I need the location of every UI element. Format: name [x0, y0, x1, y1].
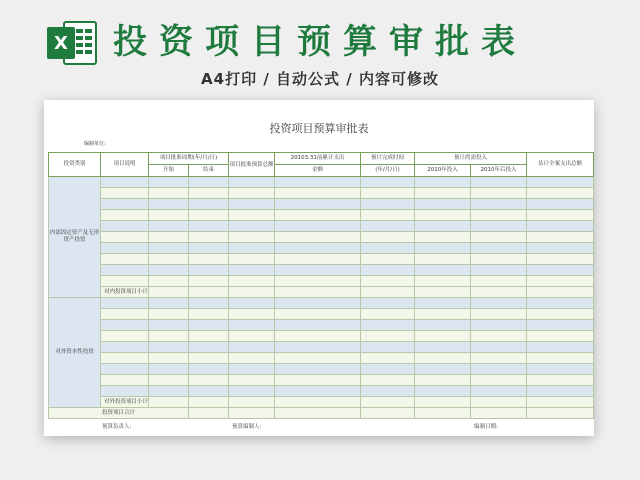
table-row — [49, 386, 594, 397]
table-cell[interactable] — [229, 177, 275, 188]
table-cell[interactable] — [415, 199, 471, 210]
table-cell[interactable] — [101, 243, 149, 254]
table-cell[interactable] — [415, 298, 471, 309]
table-cell[interactable] — [189, 287, 229, 298]
col-category: 投资类别 — [49, 153, 101, 177]
table-row — [49, 276, 594, 287]
excel-logo-icon — [46, 20, 98, 66]
table-cell[interactable] — [415, 342, 471, 353]
table-cell[interactable] — [361, 265, 415, 276]
table-cell[interactable] — [229, 210, 275, 221]
col-amount: 金额 — [275, 165, 361, 177]
table-row — [49, 177, 594, 188]
table-cell[interactable] — [527, 177, 594, 188]
table-cell[interactable] — [527, 320, 594, 331]
sheet-title: 投资项目预算审批表 — [269, 122, 369, 135]
table-cell[interactable] — [101, 375, 149, 386]
table-cell[interactable] — [189, 210, 229, 221]
table-cell[interactable] — [189, 320, 229, 331]
table-row — [49, 265, 594, 276]
table-cell[interactable] — [471, 287, 527, 298]
col-period: 项目批准周期(年/月/日) — [149, 153, 229, 165]
table-cell[interactable] — [361, 320, 415, 331]
table-cell[interactable] — [415, 331, 471, 342]
table-cell[interactable] — [275, 342, 361, 353]
table-cell[interactable] — [527, 210, 594, 221]
table-cell[interactable] — [149, 342, 189, 353]
table-cell[interactable] — [275, 331, 361, 342]
table-cell[interactable] — [229, 353, 275, 364]
table-row — [49, 232, 594, 243]
table-cell[interactable] — [527, 408, 594, 419]
table-cell[interactable] — [189, 386, 229, 397]
table-cell[interactable] — [229, 232, 275, 243]
table-cell[interactable] — [189, 364, 229, 375]
table-cell[interactable] — [471, 243, 527, 254]
table-cell[interactable] — [527, 353, 594, 364]
table-cell[interactable] — [189, 342, 229, 353]
table-cell[interactable] — [361, 386, 415, 397]
table-cell[interactable] — [149, 364, 189, 375]
table-cell[interactable] — [149, 221, 189, 232]
table-cell[interactable] — [275, 177, 361, 188]
table-cell[interactable] — [149, 276, 189, 287]
table-cell[interactable] — [149, 265, 189, 276]
table-cell[interactable] — [189, 265, 229, 276]
table-cell[interactable] — [527, 342, 594, 353]
header-row-1 — [49, 153, 594, 165]
table-cell[interactable] — [361, 177, 415, 188]
table-row — [49, 243, 594, 254]
table-cell[interactable] — [149, 254, 189, 265]
table-cell[interactable] — [527, 375, 594, 386]
table-cell[interactable] — [527, 265, 594, 276]
table-cell[interactable] — [527, 386, 594, 397]
table-cell[interactable] — [189, 298, 229, 309]
table-cell[interactable] — [101, 232, 149, 243]
table-row — [49, 199, 594, 210]
table-cell[interactable] — [361, 287, 415, 298]
grand-total-row — [49, 408, 594, 419]
table-cell[interactable] — [275, 232, 361, 243]
table-cell[interactable] — [361, 397, 415, 408]
table-cell[interactable] — [527, 276, 594, 287]
table-cell[interactable] — [275, 320, 361, 331]
table-row — [49, 375, 594, 386]
table-cell[interactable] — [471, 221, 527, 232]
table-cell[interactable] — [101, 386, 149, 397]
table-cell[interactable] — [189, 243, 229, 254]
spreadsheet-preview — [44, 100, 594, 436]
table-cell[interactable] — [275, 375, 361, 386]
table-cell[interactable] — [189, 408, 229, 419]
table-cell[interactable] — [101, 210, 149, 221]
table-cell[interactable] — [361, 353, 415, 364]
table-cell[interactable] — [361, 232, 415, 243]
table-cell[interactable] — [471, 177, 527, 188]
col-completion-unit: (年/月/日) — [361, 165, 415, 177]
table-cell[interactable] — [471, 254, 527, 265]
table-cell[interactable] — [471, 408, 527, 419]
table-cell[interactable] — [101, 353, 149, 364]
table-cell[interactable] — [415, 276, 471, 287]
table-cell[interactable] — [275, 210, 361, 221]
table-cell[interactable] — [229, 320, 275, 331]
table-cell[interactable] — [361, 276, 415, 287]
table-cell[interactable] — [229, 331, 275, 342]
table-cell[interactable] — [415, 287, 471, 298]
table-cell[interactable] — [189, 232, 229, 243]
table-cell[interactable] — [229, 375, 275, 386]
table-cell[interactable] — [471, 298, 527, 309]
table-cell[interactable] — [101, 199, 149, 210]
table-cell[interactable] — [229, 254, 275, 265]
table-cell[interactable] — [229, 298, 275, 309]
table-cell[interactable] — [189, 254, 229, 265]
table-cell[interactable] — [229, 199, 275, 210]
table-cell[interactable] — [189, 188, 229, 199]
group-label-external: 对外资本性投资 — [49, 298, 101, 408]
table-cell[interactable] — [527, 287, 594, 298]
col-investment: 预计尚需投入 — [415, 153, 527, 165]
table-row — [49, 298, 594, 309]
table-cell[interactable] — [361, 199, 415, 210]
col-inv-2010: 2010年投入 — [415, 165, 471, 177]
table-cell[interactable] — [415, 320, 471, 331]
col-inv-after: 2010年后投入 — [471, 165, 527, 177]
table-cell[interactable] — [415, 397, 471, 408]
table-cell[interactable] — [101, 298, 149, 309]
col-estimate-total: 估计全案支出总额 — [527, 153, 594, 177]
table-cell[interactable] — [149, 331, 189, 342]
table-cell[interactable] — [101, 320, 149, 331]
table-cell[interactable] — [229, 221, 275, 232]
table-cell[interactable] — [471, 199, 527, 210]
table-cell[interactable] — [415, 232, 471, 243]
table-cell[interactable] — [149, 199, 189, 210]
table-cell[interactable] — [229, 309, 275, 320]
table-cell[interactable] — [101, 309, 149, 320]
col-completion: 预计完成时间 — [361, 153, 415, 165]
table-cell[interactable] — [415, 353, 471, 364]
unit-label: 编制单位: — [84, 141, 106, 147]
table-cell[interactable] — [471, 397, 527, 408]
table-cell[interactable] — [527, 298, 594, 309]
table-cell[interactable] — [361, 221, 415, 232]
table-cell[interactable] — [415, 309, 471, 320]
table-cell[interactable] — [101, 331, 149, 342]
table-cell[interactable] — [471, 309, 527, 320]
table-cell[interactable] — [149, 397, 189, 408]
table-cell[interactable] — [149, 353, 189, 364]
grand-total-label: 投资项目合计 — [49, 408, 189, 419]
table-cell[interactable] — [471, 386, 527, 397]
table-cell[interactable] — [101, 221, 149, 232]
table-row — [49, 188, 594, 199]
table-cell[interactable] — [229, 342, 275, 353]
table-cell[interactable] — [415, 408, 471, 419]
table-cell[interactable] — [229, 287, 275, 298]
table-cell[interactable] — [415, 265, 471, 276]
table-cell[interactable] — [527, 188, 594, 199]
table-cell[interactable] — [527, 199, 594, 210]
table-cell[interactable] — [149, 232, 189, 243]
table-cell[interactable] — [229, 386, 275, 397]
table-cell[interactable] — [361, 364, 415, 375]
table-cell[interactable] — [101, 276, 149, 287]
table-cell[interactable] — [527, 221, 594, 232]
table-cell[interactable] — [471, 353, 527, 364]
table-cell[interactable] — [361, 331, 415, 342]
table-cell[interactable] — [275, 408, 361, 419]
table-cell[interactable] — [189, 221, 229, 232]
table-cell[interactable] — [275, 309, 361, 320]
footer-budget-lead: 预算负责人: — [102, 424, 132, 430]
table-cell[interactable] — [415, 221, 471, 232]
table-cell[interactable] — [471, 188, 527, 199]
budget-table — [48, 152, 594, 419]
table-cell[interactable] — [471, 331, 527, 342]
table-cell[interactable] — [275, 287, 361, 298]
table-cell[interactable] — [275, 188, 361, 199]
col-end: 结束 — [189, 165, 229, 177]
table-cell[interactable] — [415, 386, 471, 397]
table-cell[interactable] — [275, 353, 361, 364]
table-cell[interactable] — [189, 177, 229, 188]
subtotal-row-internal — [49, 287, 594, 298]
table-cell[interactable] — [471, 364, 527, 375]
table-cell[interactable] — [149, 177, 189, 188]
table-cell[interactable] — [527, 254, 594, 265]
subtotal-label-internal: 对内投资项目小计 — [101, 287, 149, 298]
table-cell[interactable] — [415, 177, 471, 188]
table-cell[interactable] — [229, 243, 275, 254]
table-cell[interactable] — [189, 331, 229, 342]
page-title: 投资项目预算审批表 — [113, 22, 527, 62]
col-budget-total: 项目批准预算总额 — [229, 153, 275, 177]
table-cell[interactable] — [361, 188, 415, 199]
table-cell[interactable] — [189, 375, 229, 386]
table-row — [49, 320, 594, 331]
table-cell[interactable] — [471, 265, 527, 276]
table-cell[interactable] — [361, 254, 415, 265]
table-cell[interactable] — [361, 408, 415, 419]
table-cell[interactable] — [527, 397, 594, 408]
table-cell[interactable] — [101, 188, 149, 199]
table-cell[interactable] — [189, 353, 229, 364]
table-cell[interactable] — [527, 331, 594, 342]
table-cell[interactable] — [149, 298, 189, 309]
table-cell[interactable] — [527, 232, 594, 243]
table-cell[interactable] — [361, 298, 415, 309]
table-cell[interactable] — [229, 188, 275, 199]
col-start: 开始 — [149, 165, 189, 177]
table-cell[interactable] — [229, 276, 275, 287]
table-cell[interactable] — [189, 276, 229, 287]
table-cell[interactable] — [229, 364, 275, 375]
col-description: 项目说明 — [101, 153, 149, 177]
table-cell[interactable] — [101, 265, 149, 276]
table-cell[interactable] — [471, 375, 527, 386]
table-row — [49, 210, 594, 221]
table-cell[interactable] — [101, 177, 149, 188]
page-subtitle: A4打印 / 自动公式 / 内容可修改 — [201, 70, 439, 88]
table-cell[interactable] — [101, 254, 149, 265]
table-cell[interactable] — [189, 199, 229, 210]
table-cell[interactable] — [149, 210, 189, 221]
table-cell[interactable] — [275, 254, 361, 265]
table-cell[interactable] — [149, 386, 189, 397]
table-row — [49, 364, 594, 375]
table-cell[interactable] — [189, 397, 229, 408]
subtotal-row-external — [49, 397, 594, 408]
table-cell[interactable] — [471, 210, 527, 221]
table-cell[interactable] — [361, 375, 415, 386]
table-row — [49, 254, 594, 265]
subtotal-label-external: 对外投资项目小计 — [101, 397, 149, 408]
table-cell[interactable] — [361, 309, 415, 320]
table-cell[interactable] — [149, 309, 189, 320]
table-cell[interactable] — [415, 364, 471, 375]
table-cell[interactable] — [275, 243, 361, 254]
table-cell[interactable] — [415, 210, 471, 221]
table-row — [49, 342, 594, 353]
table-cell[interactable] — [275, 386, 361, 397]
table-cell[interactable] — [101, 364, 149, 375]
table-cell[interactable] — [149, 375, 189, 386]
table-cell[interactable] — [471, 342, 527, 353]
table-cell[interactable] — [101, 342, 149, 353]
table-cell[interactable] — [471, 320, 527, 331]
table-row — [49, 353, 594, 364]
group-label-internal: 内部固定资产及无形资产投资 — [49, 177, 101, 298]
table-cell[interactable] — [415, 375, 471, 386]
table-cell[interactable] — [149, 320, 189, 331]
col-cumulative: 20103.31前累计支出 — [275, 153, 361, 165]
table-cell[interactable] — [361, 342, 415, 353]
table-cell[interactable] — [229, 408, 275, 419]
table-cell[interactable] — [275, 298, 361, 309]
footer-budget-maker: 预算编制人: — [232, 424, 262, 430]
table-row — [49, 221, 594, 232]
table-cell[interactable] — [415, 254, 471, 265]
table-cell[interactable] — [275, 276, 361, 287]
table-cell[interactable] — [361, 210, 415, 221]
table-cell[interactable] — [471, 232, 527, 243]
table-cell[interactable] — [527, 364, 594, 375]
table-cell[interactable] — [189, 309, 229, 320]
footer-date: 编制日期: — [474, 424, 498, 430]
table-cell[interactable] — [527, 243, 594, 254]
table-cell[interactable] — [415, 188, 471, 199]
table-cell[interactable] — [471, 276, 527, 287]
table-cell[interactable] — [149, 287, 189, 298]
table-cell[interactable] — [275, 265, 361, 276]
table-cell[interactable] — [275, 199, 361, 210]
table-row — [49, 331, 594, 342]
table-cell[interactable] — [275, 397, 361, 408]
table-cell[interactable] — [527, 309, 594, 320]
table-cell[interactable] — [229, 397, 275, 408]
table-cell[interactable] — [229, 265, 275, 276]
table-cell[interactable] — [415, 243, 471, 254]
table-row — [49, 309, 594, 320]
table-cell[interactable] — [275, 221, 361, 232]
table-cell[interactable] — [275, 364, 361, 375]
table-cell[interactable] — [149, 188, 189, 199]
logo-letter: X — [54, 33, 68, 54]
table-cell[interactable] — [361, 243, 415, 254]
table-cell[interactable] — [149, 243, 189, 254]
